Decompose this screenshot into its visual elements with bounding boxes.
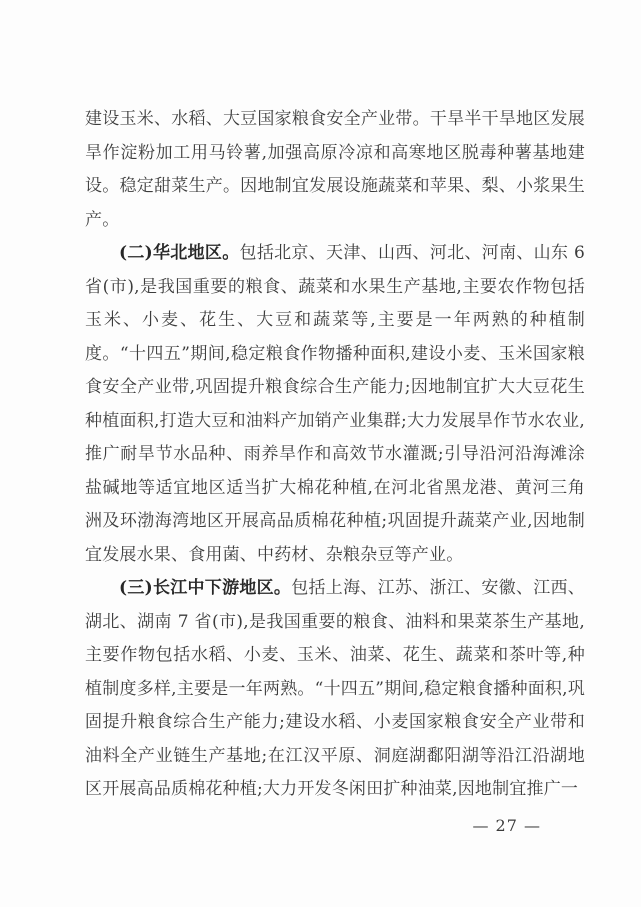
paragraph-text: 包括上海、江苏、浙江、安徽、江西、湖北、湖南 7 省(市),是我国重要的粮食、油料和果菜茶生产基地,主要作物包括水稻、小麦、玉米、油菜、花生、蔬菜和茶叶等,种植制度多样,主要是一年两熟。“十四五”期间,稳定粮食播种面积,巩固提升粮食综合生产能力;建设水稻、小麦国家粮食安全产业带和油料全产业链生产基地;在江汉平原、洞庭湖鄱阳湖等沿江沿湖地区开展高品质棉花种植;大力开发冬闲田扩种油菜,因地制宜推广一 bbox=[85, 578, 585, 799]
paragraph bbox=[85, 103, 585, 237]
page-number: — 27 — bbox=[472, 816, 541, 835]
paragraph-text: 建设玉米、水稻、大豆国家粮食安全产业带。干旱半干旱地区发展旱作淀粉加工用马铃薯,加强高原冷凉和高寒地区脱毒种薯基地建设。稳定甜菜生产。因地制宜发展设施蔬菜和苹果、梨、小浆果生产。 bbox=[85, 109, 585, 230]
section-heading-north-china: (二)华北地区。 bbox=[119, 243, 240, 263]
paragraph bbox=[85, 237, 585, 572]
page-body bbox=[85, 103, 585, 807]
section-heading-yangtze: (三)长江中下游地区。 bbox=[119, 578, 292, 598]
paragraph-text: 包括北京、天津、山西、河北、河南、山东 6 省(市),是我国重要的粮食、蔬菜和水果生产基地,主要农作物包括玉米、小麦、花生、大豆和蔬菜等,主要是一年两熟的种植制度。“十四五”期间,稳定粮食作物播种面积,建设小麦、玉米国家粮食安全产业带,巩固提升粮食综合生产能力;因地制宜扩大大豆花生种植面积,打造大豆和油料产加销产业集群;大力发展旱作节水农业,推广耐旱节水品种、雨养旱作和高效节水灌溉;引导沿河沿海滩涂盐碱地等适宜地区适当扩大棉花种植,在河北省黑龙港、黄河三角洲及环渤海湾地区开展高品质棉花种植;巩固提升蔬菜产业,因地制宜发展水果、食用菌、中药材、杂粮杂豆等产业。 bbox=[85, 243, 585, 565]
paragraph bbox=[85, 572, 585, 807]
